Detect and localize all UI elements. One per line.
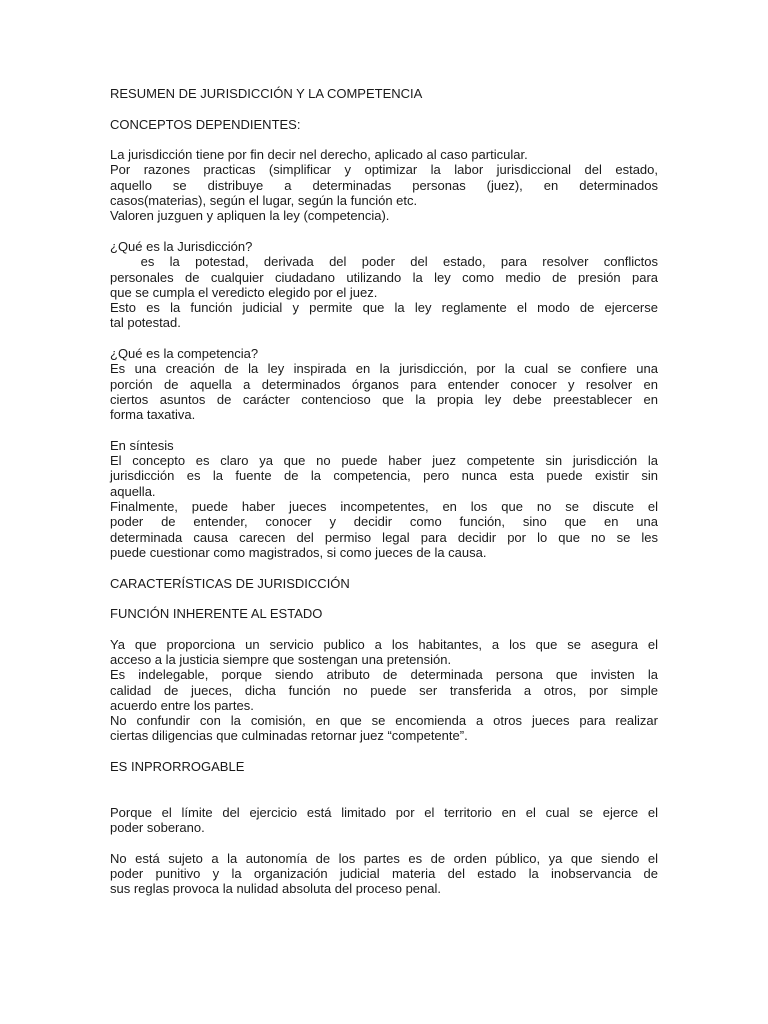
text-line: porción de aquella a determinados órganos para entender conocer y resolver en — [110, 376, 658, 392]
text-line: casos(materias), según el lugar, según la función etc. — [110, 193, 418, 209]
spacer — [110, 331, 658, 346]
text-line: Finalmente, puede haber jueces incompetentes, en los que no se discute el — [110, 499, 658, 515]
text-line: No confundir con la comisión, en que se encomienda a otros jueces para realizar — [110, 713, 658, 729]
text-line: poder soberano. — [110, 820, 205, 836]
text-line: ciertas diligencias que culminadas retornar juez “competente”. — [110, 728, 468, 744]
text-line: acceso a la justicia siempre que sostengan una pretensión. — [110, 651, 452, 667]
text-line: acuerdo entre los partes. — [110, 697, 254, 713]
section-heading-funcion-inherente: FUNCIÓN INHERENTE AL ESTADO — [110, 606, 323, 622]
text-line: poder punitivo y la organización judicial materia del estado la inobservancia de — [110, 866, 658, 882]
paragraph-jurisdiccion-intro — [110, 147, 658, 223]
text-line: que se cumpla el veredicto elegido por el juez. — [110, 284, 378, 300]
paragraph-orden-publico — [110, 851, 658, 897]
text-line: Esto es la función judicial y permite que la ley reglamente el modo de ejercerse — [110, 300, 658, 316]
text-line: Porque el límite del ejercicio está limitado por el territorio en el cual se ejerce el — [110, 804, 658, 820]
spacer — [110, 101, 658, 116]
text-line: Por razones practicas (simplificar y optimizar la labor jurisdiccional del estado, — [110, 162, 658, 178]
paragraph-sintesis — [110, 453, 658, 560]
text-line: ciertos asuntos de carácter contencioso que la propia ley debe preestablecer en — [110, 391, 658, 407]
text-line: sus reglas provoca la nulidad absoluta del proceso penal. — [110, 881, 441, 897]
section-heading-conceptos: CONCEPTOS DEPENDIENTES: — [110, 116, 301, 132]
spacer — [110, 774, 658, 805]
document-title: RESUMEN DE JURISDICCIÓN Y LA COMPETENCIA — [110, 86, 423, 101]
text-line: tal potestad. — [110, 315, 181, 331]
spacer — [110, 591, 658, 606]
text-line: es la potestad, derivada del poder del estado, para resolver conflictos — [110, 254, 658, 270]
text-line: Es una creación de la ley inspirada en la jurisdicción, por la cual se confiere una — [110, 361, 658, 377]
text-line: poder de entender, conocer y decidir como función, sino que en una — [110, 514, 658, 530]
spacer — [110, 744, 658, 759]
spacer — [110, 224, 658, 239]
spacer — [110, 836, 658, 851]
text-line: Ya que proporciona un servicio publico a los habitantes, a los que se asegura el — [110, 636, 658, 652]
text-line: La jurisdicción tiene por fin decir nel derecho, aplicado al caso particular. — [110, 147, 528, 163]
spacer — [110, 560, 658, 575]
text-line: Es indelegable, porque siendo atributo de determinada persona que invisten la — [110, 667, 658, 683]
paragraph-competencia-def — [110, 361, 658, 422]
text-line: aquello se distribuye a determinadas personas (juez), en determinados — [110, 177, 658, 193]
section-heading-caracteristicas: CARACTERÍSTICAS DE JURISDICCIÓN — [110, 575, 350, 591]
spacer — [110, 423, 658, 438]
text-line: aquella. — [110, 483, 156, 499]
text-line: personales de cualquier ciudadano utilizando la ley como medio de presión para — [110, 269, 658, 285]
text-line: jurisdicción es la fuente de la competencia, pero nunca esta puede existir sin — [110, 468, 658, 484]
heading-sintesis: En síntesis — [110, 437, 174, 453]
text-line: Valoren juzguen y apliquen la ley (competencia). — [110, 208, 390, 224]
text-line: calidad de jueces, dicha función no puede ser transferida a otros, por simple — [110, 682, 658, 698]
text-line: determinada causa carecen del permiso legal para decidir por lo que no se les — [110, 529, 658, 545]
text-line: puede cuestionar como magistrados, si como jueces de la causa. — [110, 544, 487, 560]
text-line: forma taxativa. — [110, 407, 196, 423]
spacer — [110, 621, 658, 636]
text-line: El concepto es claro ya que no puede haber juez competente sin jurisdicción la — [110, 453, 658, 469]
text-line: No está sujeto a la autonomía de los partes es de orden público, ya que siendo el — [110, 850, 658, 866]
spacer — [110, 132, 658, 147]
paragraph-jurisdiccion-def — [110, 254, 658, 330]
paragraph-limite-ejercicio — [110, 805, 658, 836]
paragraph-funcion-inherente — [110, 637, 658, 744]
section-heading-inprorrogable: ES INPRORROGABLE — [110, 759, 245, 775]
question-jurisdiccion: ¿Qué es la Jurisdicción? — [110, 238, 253, 254]
question-competencia: ¿Qué es la competencia? — [110, 346, 259, 362]
document-page — [110, 86, 658, 897]
